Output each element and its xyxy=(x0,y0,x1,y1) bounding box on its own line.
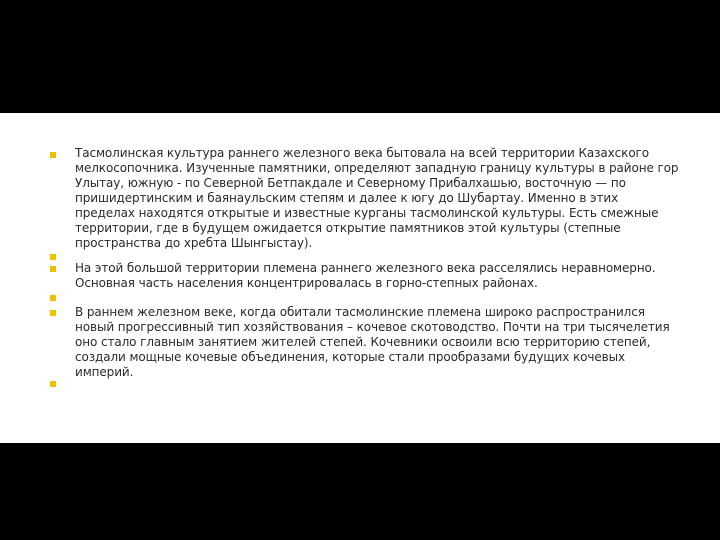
content-panel xyxy=(0,113,720,443)
bullet-marker-5 xyxy=(50,310,56,316)
bullet-marker-3 xyxy=(50,266,56,272)
bullet-marker-6 xyxy=(50,381,56,387)
paragraph-culture-territory: Тасмолинская культура раннего железного века бытовала на всей территории Казахского мелкосопочника. Изученные памятники, определяют западную границу культуры в районе гор Улытау, южную - по Северной Бетпакдале и Северному Прибалхашью, восточную — по пришидертинским и баянаульским степям и далее к югу до Шубартау. Именно в этих пределах находятся открытые и известные курганы тасмолинской культуры. Есть смежные территории, где в будущем ожидается открытие памятников этой культуры (степные пространства до хребта Шынгыстау). xyxy=(75,146,679,250)
bullet-marker-1 xyxy=(50,152,56,158)
paragraph-nomadic-pastoralism: В раннем железном веке, когда обитали тасмолинские племена широко распространился новый прогрессивный тип хозяйствования – кочевое скотоводство. Почти на три тысячелетия оно стало главным занятием жителей степей. Кочевники освоили всю территорию степей, создали мощные кочевые объединения, которые стали прообразами будущих кочевых империй. xyxy=(75,305,670,379)
bullet-marker-2 xyxy=(50,254,56,260)
bullet-marker-4 xyxy=(50,295,56,301)
paragraph-settlement: На этой большой территории племена раннего железного века расселялись неравномерно. Основная часть населения концентрировалась в горно-степных районах. xyxy=(75,261,656,290)
